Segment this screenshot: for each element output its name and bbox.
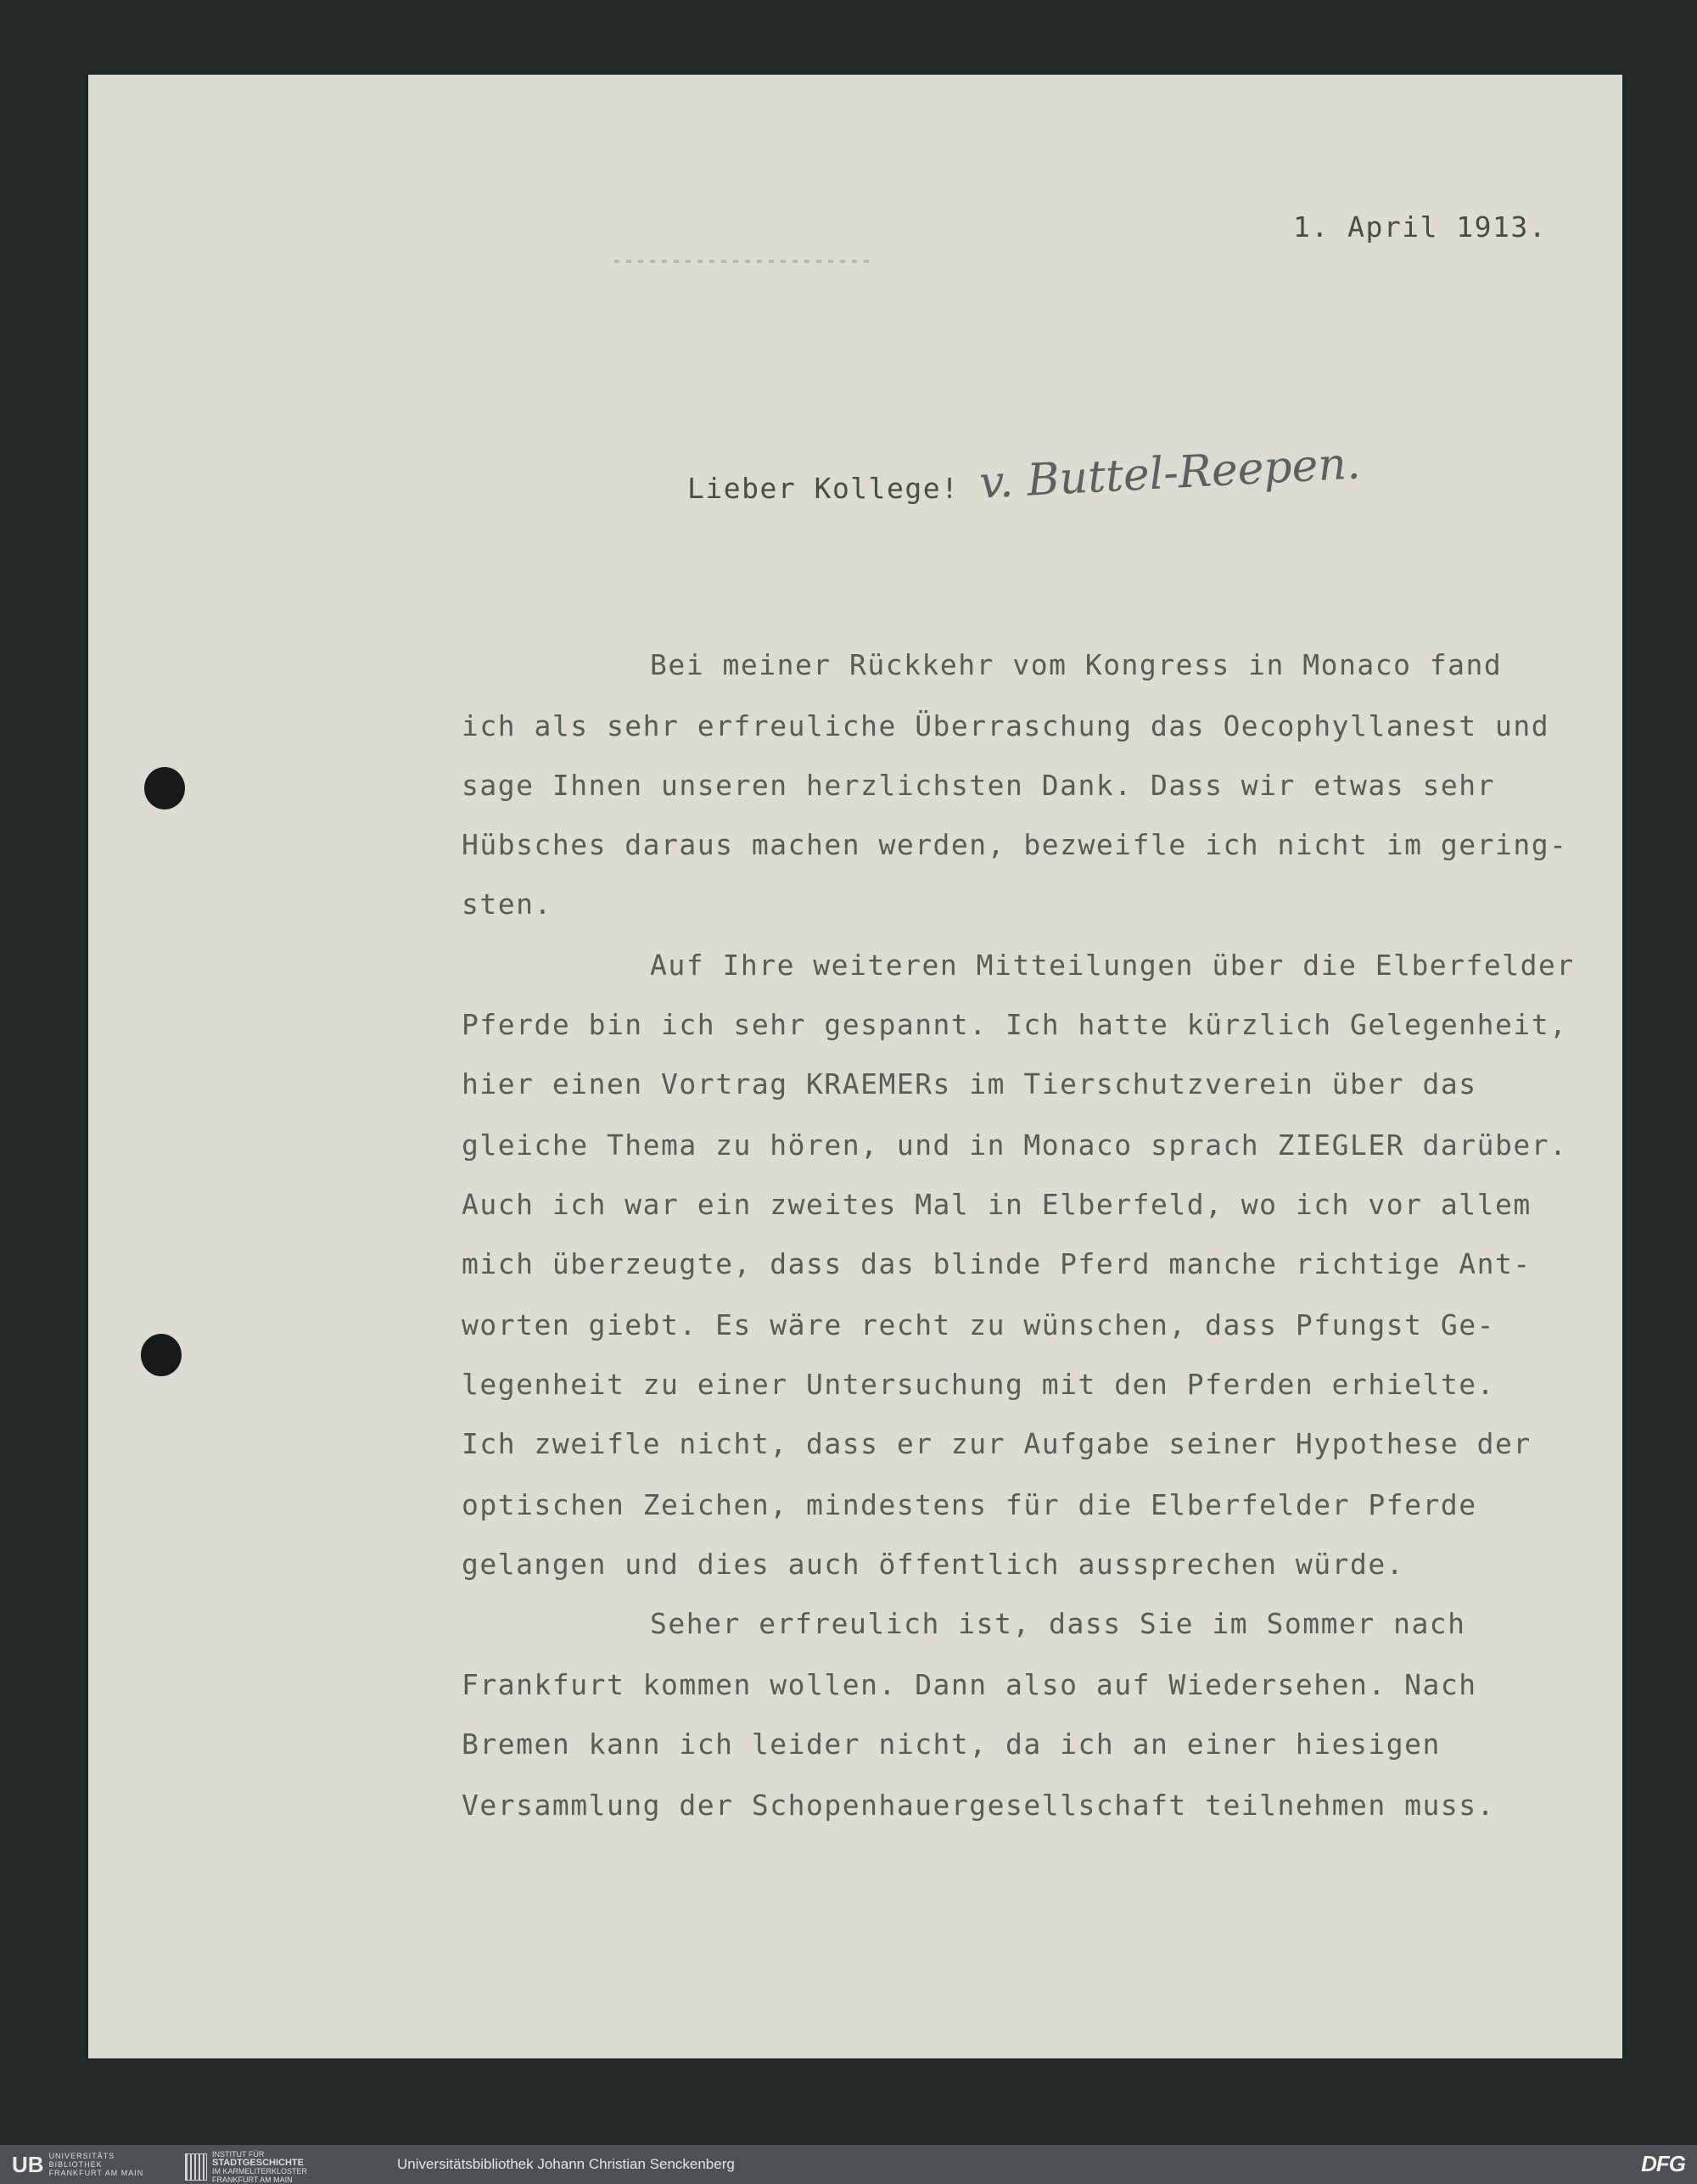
body-line: legenheit zu einer Untersuchung mit den Pferden erhielte.: [462, 1368, 1495, 1401]
body-line: Auch ich war ein zweites Mal in Elberfeld, wo ich vor allem: [462, 1188, 1532, 1221]
footer-bar: [0, 2145, 1697, 2184]
body-line: hier einen Vortrag KRAEMERs im Tierschutzverein über das: [462, 1067, 1477, 1100]
body-line: Seher erfreulich ist, dass Sie im Sommer nach: [650, 1607, 1466, 1640]
body-line: ich als sehr erfreuliche Überraschung das Oecophyllanest und: [462, 709, 1550, 742]
punch-hole-bottom: [141, 1334, 182, 1376]
body-line: gelangen und dies auch öffentlich aussprechen würde.: [462, 1548, 1405, 1581]
letter-page: [88, 75, 1622, 2058]
body-line: optischen Zeichen, mindestens für die Elberfelder Pferde: [462, 1488, 1477, 1521]
ub-logo-text: UNIVERSITÄTS BIBLIOTHEK FRANKFURT AM MAIN: [48, 2152, 144, 2177]
body-line: Hübsches daraus machen werden, bezweifle ich nicht im gering-: [462, 828, 1568, 861]
isg-logo[interactable]: [185, 2150, 307, 2184]
body-line: worten giebt. Es wäre recht zu wünschen, dass Pfungst Ge-: [462, 1308, 1495, 1341]
building-icon: [185, 2153, 207, 2181]
body-line: gleiche Thema zu hören, und in Monaco sprach ZIEGLER darüber.: [462, 1128, 1568, 1162]
body-line: Bremen kann ich leider nicht, da ich an einer hiesigen: [462, 1728, 1441, 1761]
letter-date: 1. April 1913.: [1293, 210, 1548, 244]
dfg-logo[interactable]: DFG: [1641, 2151, 1685, 2176]
body-line: Versammlung der Schopenhauergesellschaft teilnehmen muss.: [462, 1789, 1495, 1822]
punch-hole-top: [144, 767, 185, 809]
ub-mark: UB: [12, 2151, 44, 2177]
body-line: mich überzeugte, dass das blinde Pferd manche richtige Ant-: [462, 1247, 1532, 1280]
body-line: Bei meiner Rückkehr vom Kongress in Monaco fand: [650, 648, 1503, 681]
library-name: Universitätsbibliothek Johann Christian Senckenberg: [397, 2156, 735, 2172]
handwritten-recipient: v. Buttel-Reepen.: [977, 438, 1362, 509]
body-line: Ich zweifle nicht, dass er zur Aufgabe seiner Hypothese der: [462, 1427, 1532, 1460]
body-line: Frankfurt kommen wollen. Dann also auf Wiedersehen. Nach: [462, 1668, 1477, 1701]
body-line: sten.: [462, 888, 552, 921]
faint-stamp-mark: [614, 260, 869, 263]
salutation: Lieber Kollege!: [687, 472, 960, 505]
body-line: sage Ihnen unseren herzlichsten Dank. Dass wir etwas sehr: [462, 769, 1495, 802]
isg-logo-text: INSTITUT FÜR STADTGESCHICHTE IM KARMELITERKLOSTER FRANKFURT AM MAIN: [212, 2150, 308, 2184]
body-line: Pferde bin ich sehr gespannt. Ich hatte kürzlich Gelegenheit,: [462, 1008, 1568, 1041]
body-line: Auf Ihre weiteren Mitteilungen über die Elberfelder: [650, 949, 1575, 982]
ub-logo[interactable]: [12, 2150, 143, 2179]
